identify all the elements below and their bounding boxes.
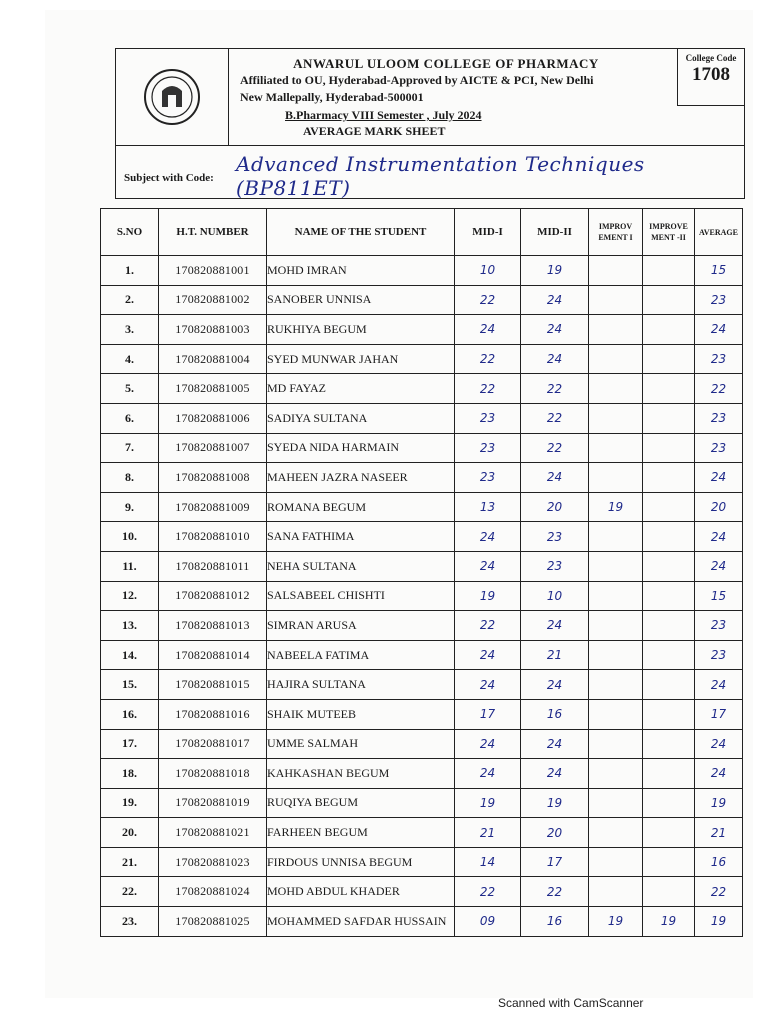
subject-row — [115, 144, 745, 199]
cell-name: MOHD IMRAN — [267, 256, 455, 286]
cell-mid2: 24 — [521, 344, 589, 374]
table-row — [101, 877, 743, 907]
cell-mid2: 19 — [521, 788, 589, 818]
cell-imp1: 19 — [589, 907, 643, 937]
cell-mid2: 24 — [521, 285, 589, 315]
subject-label: Subject with Code: — [124, 172, 214, 184]
table-row — [101, 433, 743, 463]
cell-imp1 — [589, 611, 643, 641]
cell-imp1 — [589, 847, 643, 877]
cell-avg: 24 — [695, 551, 743, 581]
cell-imp1 — [589, 581, 643, 611]
cell-avg: 23 — [695, 640, 743, 670]
cell-ht: 170820881014 — [159, 640, 267, 670]
cell-sno: 14. — [101, 640, 159, 670]
college-name: ANWARUL ULOOM COLLEGE OF PHARMACY — [293, 56, 599, 71]
cell-imp2 — [643, 611, 695, 641]
cell-imp1 — [589, 522, 643, 552]
cell-imp1 — [589, 788, 643, 818]
cell-ht: 170820881012 — [159, 581, 267, 611]
cell-avg: 23 — [695, 344, 743, 374]
table-row — [101, 818, 743, 848]
cell-mid2: 22 — [521, 374, 589, 404]
cell-imp1 — [589, 670, 643, 700]
cell-mid2: 20 — [521, 818, 589, 848]
cell-mid2: 24 — [521, 670, 589, 700]
cell-mid2: 20 — [521, 492, 589, 522]
cell-mid1: 22 — [455, 374, 521, 404]
cell-sno: 8. — [101, 463, 159, 493]
cell-ht: 170820881008 — [159, 463, 267, 493]
cell-mid2: 24 — [521, 611, 589, 641]
cell-imp2 — [643, 670, 695, 700]
cell-mid2: 21 — [521, 640, 589, 670]
cell-imp2 — [643, 344, 695, 374]
cell-name: SHAIK MUTEEB — [267, 699, 455, 729]
cell-sno: 11. — [101, 551, 159, 581]
cell-ht: 170820881004 — [159, 344, 267, 374]
cell-mid1: 19 — [455, 788, 521, 818]
cell-name: UMME SALMAH — [267, 729, 455, 759]
cell-mid2: 24 — [521, 463, 589, 493]
cell-imp2 — [643, 640, 695, 670]
mark-sheet-page — [45, 10, 753, 998]
table-row — [101, 759, 743, 789]
cell-name: SIMRAN ARUSA — [267, 611, 455, 641]
cell-sno: 10. — [101, 522, 159, 552]
cell-avg: 19 — [695, 788, 743, 818]
cell-imp1 — [589, 699, 643, 729]
cell-imp2 — [643, 285, 695, 315]
cell-ht: 170820881024 — [159, 877, 267, 907]
cell-mid1: 23 — [455, 403, 521, 433]
cell-imp2 — [643, 581, 695, 611]
table-row — [101, 403, 743, 433]
cell-imp1 — [589, 729, 643, 759]
cell-name: MAHEEN JAZRA NASEER — [267, 463, 455, 493]
cell-avg: 17 — [695, 699, 743, 729]
cell-name: SANA FATHIMA — [267, 522, 455, 552]
col-header-avg: AVERAGE — [695, 209, 743, 256]
cell-ht: 170820881003 — [159, 315, 267, 345]
cell-name: ROMANA BEGUM — [267, 492, 455, 522]
cell-avg: 24 — [695, 729, 743, 759]
cell-imp1 — [589, 640, 643, 670]
cell-imp2 — [643, 877, 695, 907]
col-header-ht: H.T. NUMBER — [159, 209, 267, 256]
cell-sno: 6. — [101, 403, 159, 433]
cell-mid2: 16 — [521, 699, 589, 729]
cell-ht: 170820881011 — [159, 551, 267, 581]
cell-mid1: 24 — [455, 729, 521, 759]
cell-imp2 — [643, 492, 695, 522]
table-row — [101, 581, 743, 611]
cell-name: SADIYA SULTANA — [267, 403, 455, 433]
college-seal-icon — [142, 67, 202, 127]
col-header-mid2: MID-II — [521, 209, 589, 256]
cell-name: MD FAYAZ — [267, 374, 455, 404]
cell-avg: 22 — [695, 374, 743, 404]
cell-mid2: 10 — [521, 581, 589, 611]
cell-mid1: 17 — [455, 699, 521, 729]
cell-sno: 21. — [101, 847, 159, 877]
cell-imp1 — [589, 315, 643, 345]
table-row — [101, 847, 743, 877]
cell-sno: 23. — [101, 907, 159, 937]
cell-sno: 1. — [101, 256, 159, 286]
cell-imp2: 19 — [643, 907, 695, 937]
cell-mid1: 24 — [455, 759, 521, 789]
cell-ht: 170820881002 — [159, 285, 267, 315]
cell-ht: 170820881009 — [159, 492, 267, 522]
cell-imp1 — [589, 344, 643, 374]
table-row — [101, 640, 743, 670]
table-row — [101, 315, 743, 345]
cell-mid1: 19 — [455, 581, 521, 611]
cell-name: RUQIYA BEGUM — [267, 788, 455, 818]
cell-sno: 2. — [101, 285, 159, 315]
cell-mid1: 09 — [455, 907, 521, 937]
table-row — [101, 551, 743, 581]
marks-table — [100, 208, 743, 937]
cell-name: SYEDA NIDA HARMAIN — [267, 433, 455, 463]
cell-imp1 — [589, 374, 643, 404]
cell-name: MOHD ABDUL KHADER — [267, 877, 455, 907]
college-address: New Mallepally, Hyderabad-500001 — [240, 90, 424, 104]
cell-name: MOHAMMED SAFDAR HUSSAIN — [267, 907, 455, 937]
col-header-sno: S.NO — [101, 209, 159, 256]
cell-ht: 170820881010 — [159, 522, 267, 552]
scanner-watermark: Scanned with CamScanner — [498, 996, 644, 1010]
cell-avg: 23 — [695, 433, 743, 463]
cell-avg: 16 — [695, 847, 743, 877]
cell-avg: 15 — [695, 256, 743, 286]
cell-imp1 — [589, 551, 643, 581]
cell-avg: 23 — [695, 285, 743, 315]
cell-avg: 24 — [695, 463, 743, 493]
table-header-row — [101, 209, 743, 256]
cell-avg: 15 — [695, 581, 743, 611]
table-row — [101, 522, 743, 552]
cell-mid1: 14 — [455, 847, 521, 877]
cell-imp2 — [643, 699, 695, 729]
table-row — [101, 699, 743, 729]
cell-sno: 4. — [101, 344, 159, 374]
cell-sno: 19. — [101, 788, 159, 818]
cell-imp1 — [589, 818, 643, 848]
cell-mid1: 22 — [455, 285, 521, 315]
cell-avg: 23 — [695, 403, 743, 433]
cell-name: RUKHIYA BEGUM — [267, 315, 455, 345]
cell-name: FARHEEN BEGUM — [267, 818, 455, 848]
cell-ht: 170820881013 — [159, 611, 267, 641]
cell-mid1: 24 — [455, 640, 521, 670]
cell-mid1: 21 — [455, 818, 521, 848]
table-row — [101, 788, 743, 818]
cell-mid1: 22 — [455, 611, 521, 641]
cell-imp2 — [643, 374, 695, 404]
cell-ht: 170820881025 — [159, 907, 267, 937]
cell-mid2: 24 — [521, 315, 589, 345]
table-row — [101, 729, 743, 759]
cell-ht: 170820881017 — [159, 729, 267, 759]
cell-mid2: 24 — [521, 729, 589, 759]
cell-mid2: 22 — [521, 433, 589, 463]
cell-ht: 170820881005 — [159, 374, 267, 404]
subject-value: Advanced Instrumentation Techniques (BP811ET) — [236, 152, 645, 200]
cell-ht: 170820881015 — [159, 670, 267, 700]
table-row — [101, 670, 743, 700]
table-row — [101, 285, 743, 315]
cell-sno: 9. — [101, 492, 159, 522]
college-affiliation: Affiliated to OU, Hyderabad-Approved by AICTE & PCI, New Delhi — [240, 73, 594, 87]
table-row — [101, 344, 743, 374]
cell-name: FIRDOUS UNNISA BEGUM — [267, 847, 455, 877]
col-header-name: NAME OF THE STUDENT — [267, 209, 455, 256]
cell-imp1 — [589, 759, 643, 789]
cell-sno: 13. — [101, 611, 159, 641]
cell-imp2 — [643, 433, 695, 463]
cell-imp2 — [643, 463, 695, 493]
cell-imp2 — [643, 315, 695, 345]
cell-mid2: 24 — [521, 759, 589, 789]
cell-name: SYED MUNWAR JAHAN — [267, 344, 455, 374]
cell-sno: 5. — [101, 374, 159, 404]
cell-imp1 — [589, 256, 643, 286]
cell-avg: 24 — [695, 759, 743, 789]
col-header-mid1: MID-I — [455, 209, 521, 256]
cell-mid1: 24 — [455, 315, 521, 345]
cell-name: NABEELA FATIMA — [267, 640, 455, 670]
cell-ht: 170820881006 — [159, 403, 267, 433]
cell-imp1 — [589, 877, 643, 907]
college-code-value: 1708 — [692, 64, 730, 85]
college-logo — [116, 49, 229, 145]
cell-imp2 — [643, 551, 695, 581]
sheet-title: AVERAGE MARK SHEET — [303, 124, 446, 138]
cell-mid1: 22 — [455, 344, 521, 374]
cell-avg: 22 — [695, 877, 743, 907]
cell-sno: 16. — [101, 699, 159, 729]
col-header-imp1: IMPROV EMENT I — [589, 209, 643, 256]
table-row — [101, 611, 743, 641]
cell-sno: 20. — [101, 818, 159, 848]
cell-mid2: 17 — [521, 847, 589, 877]
cell-mid1: 23 — [455, 433, 521, 463]
cell-sno: 17. — [101, 729, 159, 759]
cell-sno: 15. — [101, 670, 159, 700]
cell-imp2 — [643, 818, 695, 848]
cell-imp2 — [643, 759, 695, 789]
col-header-imp2: IMPROVE MENT -II — [643, 209, 695, 256]
cell-sno: 22. — [101, 877, 159, 907]
cell-ht: 170820881023 — [159, 847, 267, 877]
cell-avg: 23 — [695, 611, 743, 641]
cell-avg: 19 — [695, 907, 743, 937]
cell-ht: 170820881016 — [159, 699, 267, 729]
cell-sno: 3. — [101, 315, 159, 345]
cell-imp1 — [589, 433, 643, 463]
cell-imp2 — [643, 788, 695, 818]
cell-ht: 170820881007 — [159, 433, 267, 463]
cell-ht: 170820881018 — [159, 759, 267, 789]
cell-imp2 — [643, 403, 695, 433]
cell-mid1: 23 — [455, 463, 521, 493]
cell-name: SANOBER UNNISA — [267, 285, 455, 315]
cell-sno: 12. — [101, 581, 159, 611]
cell-name: SALSABEEL CHISHTI — [267, 581, 455, 611]
cell-mid2: 23 — [521, 551, 589, 581]
cell-imp1 — [589, 403, 643, 433]
cell-imp2 — [643, 729, 695, 759]
cell-mid1: 22 — [455, 877, 521, 907]
cell-mid1: 24 — [455, 522, 521, 552]
table-row — [101, 492, 743, 522]
cell-sno: 7. — [101, 433, 159, 463]
cell-mid2: 22 — [521, 403, 589, 433]
cell-avg: 21 — [695, 818, 743, 848]
semester-title: B.Pharmacy VIII Semester , July 2024 — [285, 108, 482, 122]
cell-mid2: 22 — [521, 877, 589, 907]
cell-mid1: 24 — [455, 551, 521, 581]
cell-mid1: 10 — [455, 256, 521, 286]
cell-imp1 — [589, 463, 643, 493]
table-row — [101, 256, 743, 286]
cell-ht: 170820881021 — [159, 818, 267, 848]
table-row — [101, 463, 743, 493]
cell-mid2: 19 — [521, 256, 589, 286]
cell-imp1 — [589, 285, 643, 315]
cell-imp2 — [643, 847, 695, 877]
cell-imp2 — [643, 256, 695, 286]
cell-ht: 170820881001 — [159, 256, 267, 286]
cell-mid1: 13 — [455, 492, 521, 522]
cell-imp2 — [643, 522, 695, 552]
table-row — [101, 907, 743, 937]
table-row — [101, 374, 743, 404]
cell-ht: 170820881019 — [159, 788, 267, 818]
cell-mid1: 24 — [455, 670, 521, 700]
college-code-box — [677, 49, 744, 106]
cell-imp1: 19 — [589, 492, 643, 522]
cell-name: HAJIRA SULTANA — [267, 670, 455, 700]
cell-avg: 20 — [695, 492, 743, 522]
cell-mid2: 23 — [521, 522, 589, 552]
cell-avg: 24 — [695, 522, 743, 552]
cell-name: KAHKASHAN BEGUM — [267, 759, 455, 789]
cell-sno: 18. — [101, 759, 159, 789]
cell-name: NEHA SULTANA — [267, 551, 455, 581]
college-code-label: College Code — [685, 53, 737, 63]
cell-avg: 24 — [695, 315, 743, 345]
cell-mid2: 16 — [521, 907, 589, 937]
cell-avg: 24 — [695, 670, 743, 700]
